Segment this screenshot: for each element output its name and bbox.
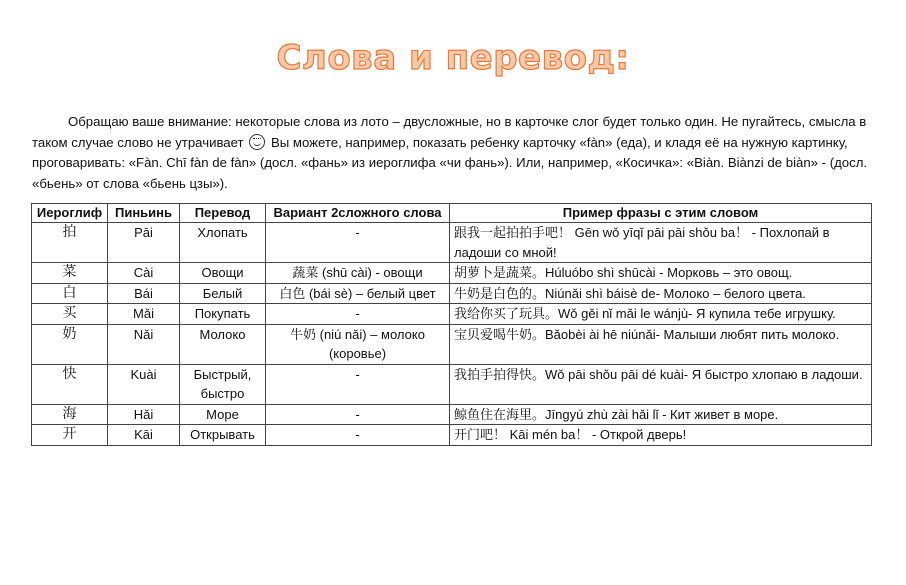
cell-translation: Быстрый, быстро xyxy=(180,364,266,404)
cell-hanzi: 开 xyxy=(32,425,108,446)
cell-example: 跟我一起拍拍手吧！ Gēn wǒ yīqǐ pāi pāi shǒu ba！ - Похлопай в ладоши со мной! xyxy=(450,223,872,263)
cell-hanzi: 拍 xyxy=(32,223,108,263)
cell-hanzi: 买 xyxy=(32,304,108,325)
cell-example: 开门吧！ Kāi mén ba！ - Открой дверь! xyxy=(450,425,872,446)
cell-pinyin: Hǎi xyxy=(108,404,180,425)
cell-example: 胡萝卜是蔬菜。Húluóbo shì shūcài - Морковь – это овощ. xyxy=(450,263,872,284)
table-row xyxy=(32,425,872,446)
cell-variant: - xyxy=(266,404,450,425)
cell-example: 宝贝爱喝牛奶。Bǎobèi ài hē niúnǎi- Малыши любят пить молоко. xyxy=(450,324,872,364)
cell-pinyin: Bái xyxy=(108,283,180,304)
intro-text-part1: Обращаю ваше внимание: некоторые слова из лото – двусложные, но в карточке слог будет только один. Не пугайтесь, смысла в таком случае слово не утрачивает xyxy=(32,114,867,150)
intro-text-part2: Вы можете, например, показать ребенку карточку «fàn» (еда), и кладя её на нужную картинку, проговаривать: «Fàn. Chī fàn de fàn» (досл. «фань» из иероглифа «чи фань»). Или, например, «Косичка»: «Biàn. Biànzi de biàn» - (досл. «бьень» от слова «бьень цзы»). xyxy=(32,134,868,191)
smiley-icon xyxy=(249,134,265,150)
table-row xyxy=(32,404,872,425)
cell-hanzi: 奶 xyxy=(32,324,108,364)
cell-hanzi: 海 xyxy=(32,404,108,425)
cell-pinyin: Kuài xyxy=(108,364,180,404)
cell-variant: - xyxy=(266,223,450,263)
header-pinyin: Пиньинь xyxy=(108,204,180,223)
cell-translation: Хлопать xyxy=(180,223,266,263)
cell-variant: - xyxy=(266,364,450,404)
cell-pinyin: Kāi xyxy=(108,425,180,446)
header-variant: Вариант 2сложного слова xyxy=(266,204,450,223)
cell-hanzi: 白 xyxy=(32,283,108,304)
cell-pinyin: Pāi xyxy=(108,223,180,263)
cell-variant: - xyxy=(266,304,450,325)
cell-translation: Открывать xyxy=(180,425,266,446)
cell-hanzi: 快 xyxy=(32,364,108,404)
cell-hanzi: 菜 xyxy=(32,263,108,284)
cell-pinyin: Nǎi xyxy=(108,324,180,364)
cell-pinyin: Cài xyxy=(108,263,180,284)
table-header-row xyxy=(32,204,872,223)
cell-variant: - xyxy=(266,425,450,446)
cell-translation: Покупать xyxy=(180,304,266,325)
cell-translation: Молоко xyxy=(180,324,266,364)
table-row xyxy=(32,263,872,284)
words-table xyxy=(31,203,872,446)
cell-example: 我拍手拍得快。Wǒ pāi shǒu pāi dé kuài- Я быстро хлопаю в ладоши. xyxy=(450,364,872,404)
table-row xyxy=(32,223,872,263)
header-hanzi: Иероглиф xyxy=(32,204,108,223)
table-row xyxy=(32,364,872,404)
cell-variant: 白色 (bái sè) – белый цвет xyxy=(266,283,450,304)
table-row xyxy=(32,283,872,304)
cell-translation: Море xyxy=(180,404,266,425)
cell-pinyin: Mǎi xyxy=(108,304,180,325)
intro-paragraph xyxy=(32,112,872,194)
table-row xyxy=(32,304,872,325)
table-row xyxy=(32,324,872,364)
cell-example: 鲸鱼住在海里。Jīngyú zhù zài hǎi lǐ - Кит живет в море. xyxy=(450,404,872,425)
cell-variant: 牛奶 (niú nǎi) – молоко (коровье) xyxy=(266,324,450,364)
header-example: Пример фразы с этим словом xyxy=(450,204,872,223)
cell-translation: Овощи xyxy=(180,263,266,284)
cell-example: 牛奶是白色的。Niúnǎi shì báisè de- Молоко – белого цвета. xyxy=(450,283,872,304)
header-translation: Перевод xyxy=(180,204,266,223)
cell-variant: 蔬菜 (shū cài) - овощи xyxy=(266,263,450,284)
page-title: Слова и перевод: xyxy=(276,38,630,78)
cell-translation: Белый xyxy=(180,283,266,304)
cell-example: 我给你买了玩具。Wǒ gěi nǐ mǎi le wánjù- Я купила тебе игрушку. xyxy=(450,304,872,325)
